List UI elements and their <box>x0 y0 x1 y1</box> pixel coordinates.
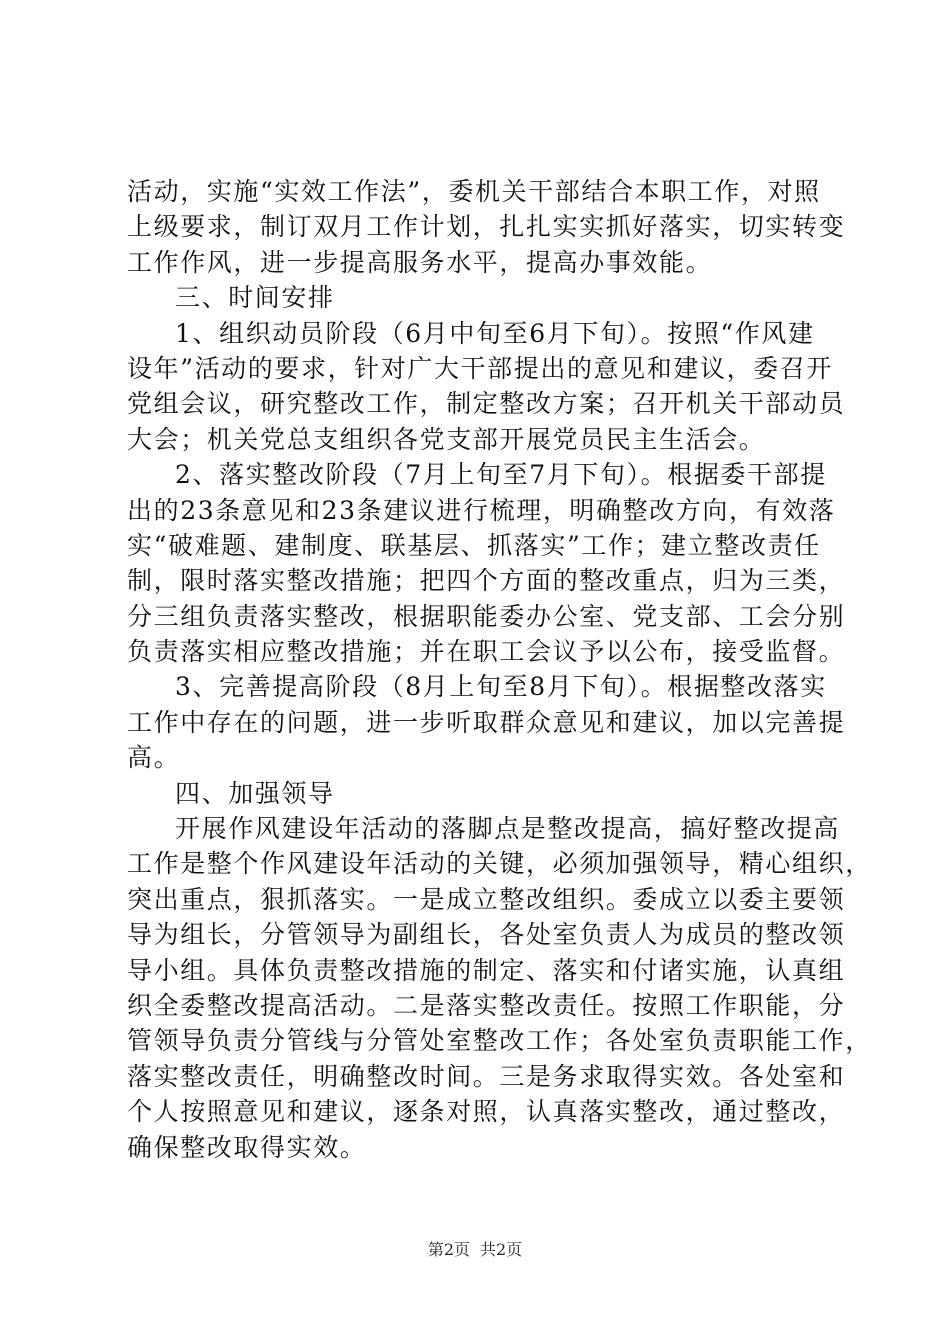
text-line: 确保整改取得实效。 <box>127 1132 367 1162</box>
text-line: 设年”活动的要求，针对广大干部提出的意见和建议，委召开 <box>127 353 833 383</box>
text-line: 1、组织动员阶段（6月中旬至6月下旬）。按照“作风建 <box>175 318 815 348</box>
page-number-total: 共2页 <box>480 1240 523 1259</box>
text-line: 负责落实相应整改措施；并在职工会议予以公布，接受监督。 <box>127 637 846 667</box>
text-line: 2、落实整改阶段（7月上旬至7月下旬）。根据委干部提 <box>175 460 827 490</box>
text-line: 高。 <box>127 743 181 773</box>
text-line: 开展作风建设年活动的落脚点是整改提高，搞好整改提高 <box>175 814 841 844</box>
text-line: 工作是整个作风建设年活动的关键，必须加强领导，精心组织， <box>127 849 872 879</box>
text-line: 工作作风，进一步提高服务水平，提高办事效能。 <box>127 247 713 277</box>
document-body <box>127 174 872 1165</box>
text-line: 导小组。具体负责整改措施的制定、落实和付诸实施，认真组 <box>127 955 846 985</box>
text-line: 管领导负责分管线与分管处室整改工作；各处室负责职能工作， <box>127 1026 872 1056</box>
text-line: 活动，实施“实效工作法”，委机关干部结合本职工作，对照 <box>127 177 821 206</box>
text-line: 个人按照意见和建议，逐条对照，认真落实整改，通过整改， <box>127 1097 846 1127</box>
text-line: 四、加强领导 <box>175 778 335 808</box>
text-line: 3、完善提高阶段（8月上旬至8月下旬）。根据整改落实 <box>175 672 827 702</box>
page-footer <box>0 1238 950 1262</box>
text-line: 制，限时落实整改措施；把四个方面的整改重点，归为三类， <box>127 566 846 596</box>
text-line: 织全委整改提高活动。二是落实整改责任。按照工作职能，分 <box>127 990 846 1020</box>
text-line: 突出重点，狠抓落实。一是成立整改组织。委成立以委主要领 <box>127 884 846 914</box>
text-line: 导为组长，分管领导为副组长，各处室负责人为成员的整改领 <box>127 920 846 950</box>
text-line: 上级要求，制订双月工作计划，扎扎实实抓好落实，切实转变 <box>127 212 846 242</box>
text-line: 实“破难题、建制度、联基层、抓落实”工作；建立整改责任 <box>127 530 821 560</box>
page-number-current: 第2页 <box>427 1240 470 1259</box>
text-line: 出的23条意见和23条建议进行梳理，明确整改方向，有效落 <box>127 495 836 525</box>
text-line: 党组会议，研究整改工作，制定整改方案；召开机关干部动员 <box>127 389 846 419</box>
text-line: 分三组负责落实整改，根据职能委办公室、党支部、工会分别 <box>127 601 846 631</box>
text-line: 三、时间安排 <box>175 283 335 313</box>
text-line: 工作中存在的问题，进一步听取群众意见和建议，加以完善提 <box>127 707 846 737</box>
text-line: 大会；机关党总支组织各党支部开展党员民主生活会。 <box>127 424 766 454</box>
text-line: 落实整改责任，明确整改时间。三是务求取得实效。各处室和 <box>127 1061 846 1091</box>
